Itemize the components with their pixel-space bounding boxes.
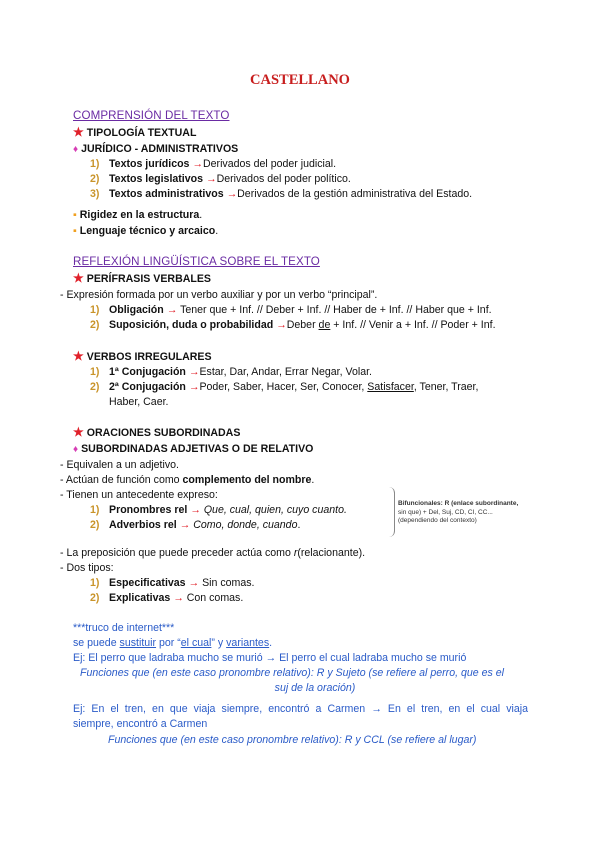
arrow-icon: → <box>188 577 200 589</box>
star-icon: ★ <box>73 425 84 439</box>
document-title: CASTELLANO <box>250 72 350 88</box>
arrow-icon: → <box>173 592 184 604</box>
perifrasis-line: ★ PERÍFRASIS VERBALES <box>73 271 211 285</box>
star-icon: ★ <box>73 271 84 285</box>
example-line: siempre, encontró a Carmen <box>73 718 208 730</box>
list-item: 2) Suposición, duda o probabilidad →Deber de + Inf. // Venir a + Inf. // Poder + Inf. <box>90 319 496 331</box>
arrow-icon: → <box>188 381 200 393</box>
arrow-icon: → <box>166 304 178 316</box>
arrow-icon: → <box>179 519 191 531</box>
list-item: 2) Explicativas → Con comas. <box>90 592 244 604</box>
function-line: Funciones que (en este caso pronombre relativo): R y CCL (se refiere al lugar) <box>108 734 477 746</box>
list-item: 1) Textos jurídicos →Derivados del poder judicial. <box>90 158 337 170</box>
list-item: 2) Adverbios rel → Como, donde, cuando. <box>90 519 301 531</box>
rigidez-line: ▪ Rigidez en la estructura. <box>73 209 203 221</box>
text-line: - Equivalen a un adjetivo. <box>60 459 179 471</box>
adjetivas-line: ♦ SUBORDINADAS ADJETIVAS O DE RELATIVO <box>73 443 314 455</box>
tipologia-line <box>73 125 196 140</box>
example-line: Ej: En el tren, en que viaja siempre, encontró a Carmen → En el tren, en el cual viaja <box>73 703 528 715</box>
example-line: Ej: El perro que ladraba mucho se murió → El perro el cual ladraba mucho se murió <box>73 652 467 664</box>
section-heading-reflexion: REFLEXIÓN LINGÜÍSTICA SOBRE EL TEXTO <box>73 255 320 268</box>
star-icon: ★ <box>73 125 84 139</box>
list-item: 1) 1ª Conjugación →Estar, Dar, Andar, Errar Negar, Volar. <box>90 366 372 378</box>
section-heading-comprension: COMPRENSIÓN DEL TEXTO <box>73 109 230 122</box>
bullet-icon: ▪ <box>73 225 77 237</box>
juridico-label: JURÍDICO - ADMINISTRATIVOS <box>81 143 239 155</box>
juridico-line <box>73 142 238 157</box>
list-item: 2) Textos legislativos →Derivados del poder político. <box>90 173 351 185</box>
lenguaje-line: ▪ Lenguaje técnico y arcaico. <box>73 225 219 237</box>
irregulares-line: ★ VERBOS IRREGULARES <box>73 349 212 363</box>
bullet-icon: ▪ <box>73 209 77 221</box>
arrow-icon: → <box>276 319 287 331</box>
arrow-icon: → <box>205 173 217 185</box>
text-line: - Actúan de función como complemento del nombre. <box>60 474 315 486</box>
list-item: 1) Obligación → Tener que + Inf. // Deber + Inf. // Haber de + Inf. // Haber que + Inf. <box>90 304 492 316</box>
function-line: Funciones que (en este caso pronombre relativo): R y Sujeto (se refiere al perro, que es el <box>80 667 504 679</box>
text-line: - Tienen un antecedente expreso: <box>60 489 218 501</box>
oraciones-line: ★ ORACIONES SUBORDINADAS <box>73 425 241 439</box>
truco-line: se puede sustituir por “el cual” y variantes. <box>73 637 273 649</box>
curly-brace <box>386 487 395 537</box>
arrow-icon: → <box>226 188 238 200</box>
tipologia-label: TIPOLOGÍA TEXTUAL <box>86 127 197 139</box>
arrow-icon: → <box>190 504 201 516</box>
text-line: - La preposición que puede preceder actúa como r(relacionante). <box>60 547 366 559</box>
diamond-icon: ♦ <box>73 144 79 155</box>
star-icon: ★ <box>73 349 84 363</box>
list-item: 1) Pronombres rel → Que, cual, quien, cuyo cuanto. <box>90 504 347 516</box>
perifrasis-definition: - Expresión formada por un verbo auxiliar y por un verbo “principal”. <box>60 289 378 301</box>
diamond-icon: ♦ <box>73 444 79 455</box>
list-item: 3) Textos administrativos →Derivados de la gestión administrativa del Estado. <box>90 188 473 200</box>
arrow-icon: → <box>192 158 203 170</box>
bifuncionales-note: Bifuncionales: R (enlace subordinante, sin que) + Del, Suj, CD, CI, CC... (dependiendo del contexto) <box>398 500 519 524</box>
truco-heading: ***truco de internet*** <box>73 622 175 634</box>
list-item-continuation: Haber, Caer. <box>109 396 169 408</box>
list-item: 1) Especificativas → Sin comas. <box>90 577 255 589</box>
text-line: - Dos tipos: <box>60 562 114 574</box>
function-line: suj de la oración) <box>274 682 356 694</box>
list-item: 2) 2ª Conjugación →Poder, Saber, Hacer, Ser, Conocer, Satisfacer, Tener, Traer, <box>90 381 479 393</box>
arrow-icon: → <box>188 366 200 378</box>
